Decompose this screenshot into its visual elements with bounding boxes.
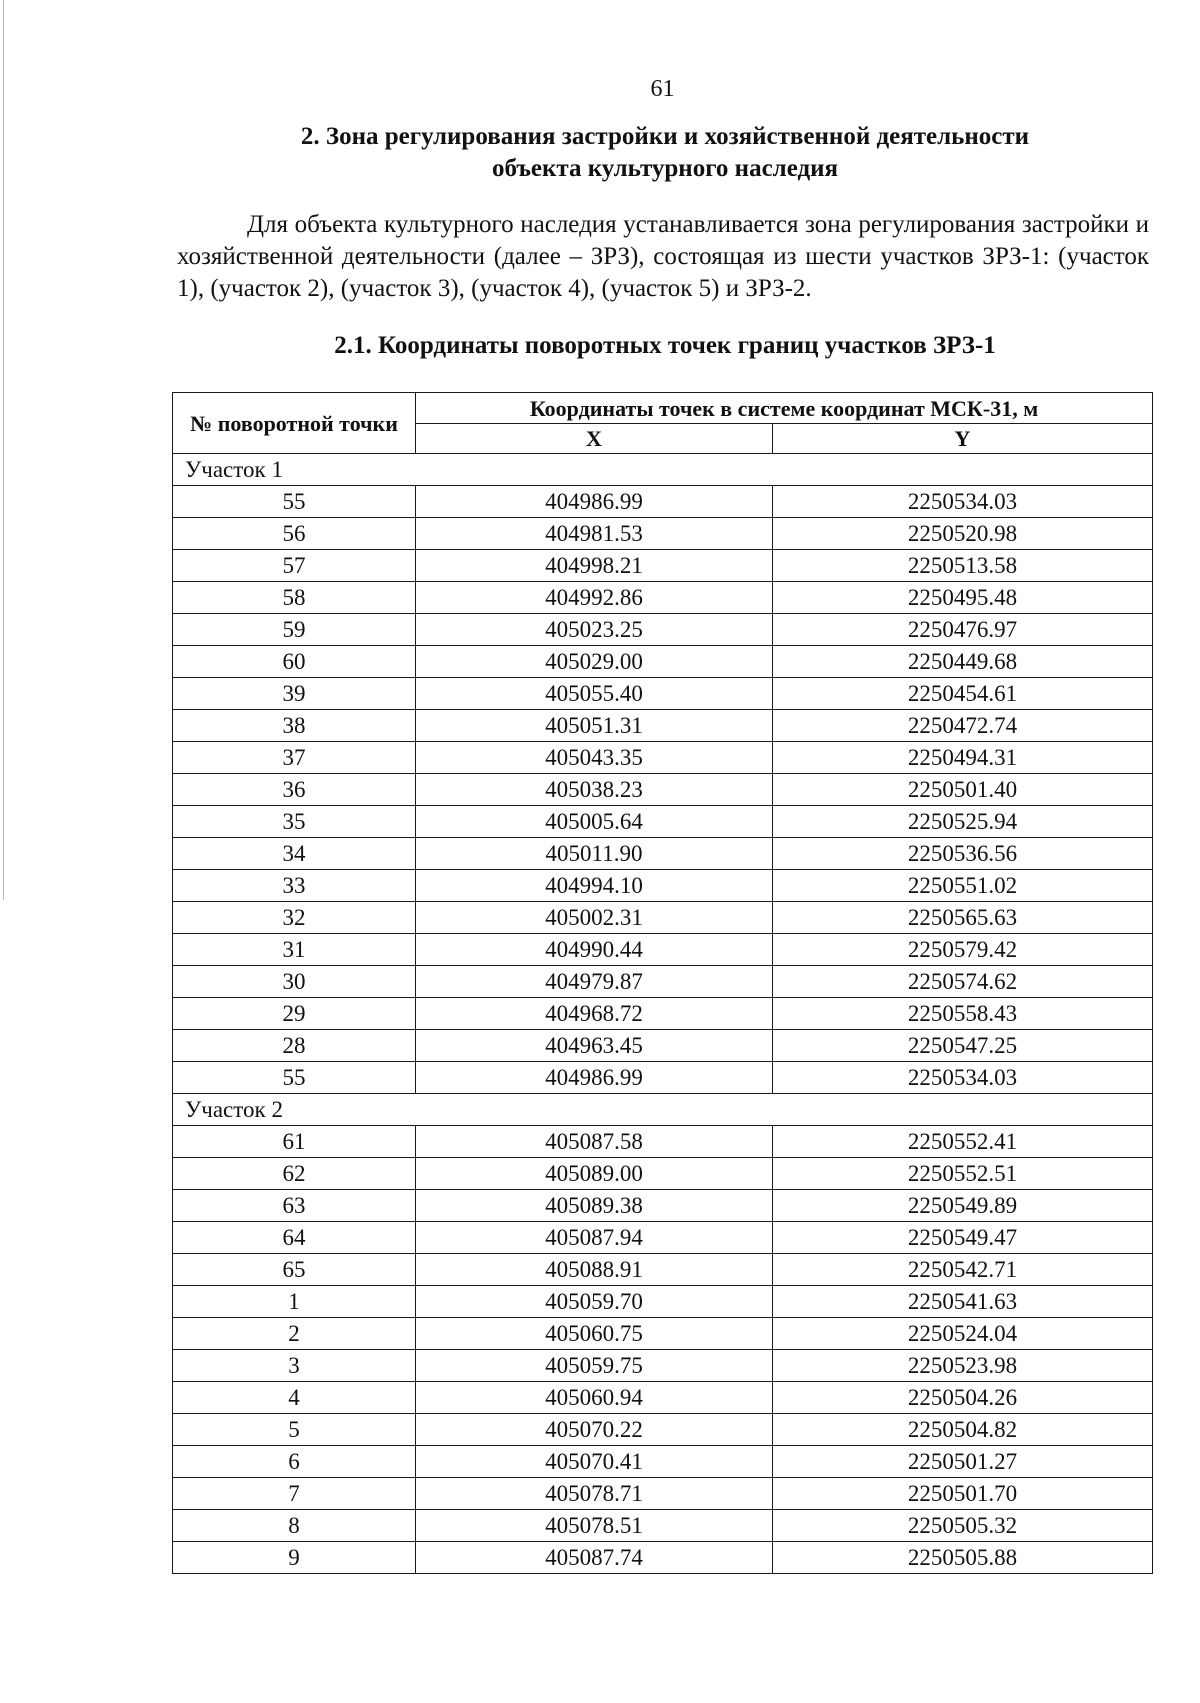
header-coordinates: Координаты точек в системе координат МСК-31, м [416,393,1153,424]
y-coordinate-cell: 2250523.98 [773,1350,1153,1382]
point-number-cell: 37 [173,742,416,774]
x-coordinate-cell: 405002.31 [416,902,773,934]
point-number-cell: 65 [173,1254,416,1286]
table-row [173,1542,1153,1574]
x-coordinate-cell: 405070.41 [416,1446,773,1478]
x-coordinate-cell: 404968.72 [416,998,773,1030]
point-number-cell: 31 [173,934,416,966]
table-row [173,486,1153,518]
table-row [173,806,1153,838]
x-coordinate-cell: 404986.99 [416,486,773,518]
x-coordinate-cell: 405078.51 [416,1510,773,1542]
y-coordinate-cell: 2250505.88 [773,1542,1153,1574]
point-number-cell: 35 [173,806,416,838]
table-row [173,1414,1153,1446]
y-coordinate-cell: 2250542.71 [773,1254,1153,1286]
table-row [173,1382,1153,1414]
subsection-title: 2.1. Координаты поворотных точек границ участков ЗРЗ-1 [334,332,996,359]
point-number-cell: 39 [173,678,416,710]
point-number-cell: 61 [173,1126,416,1158]
table-row [173,1478,1153,1510]
point-number-cell: 6 [173,1446,416,1478]
point-number-cell: 60 [173,646,416,678]
y-coordinate-cell: 2250501.40 [773,774,1153,806]
y-coordinate-cell: 2250558.43 [773,998,1153,1030]
x-coordinate-cell: 404986.99 [416,1062,773,1094]
x-coordinate-cell: 405051.31 [416,710,773,742]
point-number-cell: 1 [173,1286,416,1318]
x-coordinate-cell: 405043.35 [416,742,773,774]
x-coordinate-cell: 405088.91 [416,1254,773,1286]
table-row [173,614,1153,646]
intro-paragraph: Для объекта культурного наследия устанавливается зона регулирования застройки и хозяйственной деятельности (далее – ЗРЗ), состоящая из шести участков ЗРЗ-1: (участок 1), (участок 2), (участок 3), (участок 4), (участок 5) и ЗРЗ-2. [177,211,1149,302]
y-coordinate-cell: 2250504.82 [773,1414,1153,1446]
x-coordinate-cell: 405087.74 [416,1542,773,1574]
y-coordinate-cell: 2250449.68 [773,646,1153,678]
point-number-cell: 56 [173,518,416,550]
x-coordinate-cell: 404979.87 [416,966,773,998]
table-row [173,774,1153,806]
section-label: Участок 2 [173,1094,1153,1126]
point-number-cell: 3 [173,1350,416,1382]
table-row [173,934,1153,966]
section-title-line-2: объекта культурного наследия [491,155,839,182]
section-title-line-1: 2. Зона регулирования застройки и хозяйственной деятельности [300,123,1030,150]
x-coordinate-cell: 404994.10 [416,870,773,902]
table-row [173,1446,1153,1478]
y-coordinate-cell: 2250536.56 [773,838,1153,870]
x-coordinate-cell: 404990.44 [416,934,773,966]
table-row [173,1126,1153,1158]
x-coordinate-cell: 405078.71 [416,1478,773,1510]
table-row [173,582,1153,614]
y-coordinate-cell: 2250574.62 [773,966,1153,998]
x-coordinate-cell: 405060.75 [416,1318,773,1350]
x-coordinate-cell: 405038.23 [416,774,773,806]
x-coordinate-cell: 405055.40 [416,678,773,710]
point-number-cell: 30 [173,966,416,998]
point-number-cell: 9 [173,1542,416,1574]
point-number-cell: 59 [173,614,416,646]
y-coordinate-cell: 2250524.04 [773,1318,1153,1350]
x-coordinate-cell: 405059.75 [416,1350,773,1382]
header-point-number: № поворотной точки [173,393,416,454]
y-coordinate-cell: 2250513.58 [773,550,1153,582]
table-row [173,1318,1153,1350]
table-row [173,1030,1153,1062]
y-coordinate-cell: 2250472.74 [773,710,1153,742]
x-coordinate-cell: 405011.90 [416,838,773,870]
point-number-cell: 5 [173,1414,416,1446]
page-edge-line [3,0,4,900]
section-row [173,454,1153,486]
point-number-cell: 36 [173,774,416,806]
table-row [173,966,1153,998]
point-number-cell: 4 [173,1382,416,1414]
table-row [173,742,1153,774]
header-x: X [416,424,773,454]
y-coordinate-cell: 2250534.03 [773,486,1153,518]
y-coordinate-cell: 2250495.48 [773,582,1153,614]
x-coordinate-cell: 404992.86 [416,582,773,614]
x-coordinate-cell: 404963.45 [416,1030,773,1062]
x-coordinate-cell: 405089.38 [416,1190,773,1222]
table-row [173,998,1153,1030]
table-row [173,518,1153,550]
point-number-cell: 38 [173,710,416,742]
table-row [173,1158,1153,1190]
point-number-cell: 55 [173,1062,416,1094]
table-row [173,1062,1153,1094]
table-row [173,838,1153,870]
table-row [173,646,1153,678]
y-coordinate-cell: 2250454.61 [773,678,1153,710]
section-title [170,121,1160,185]
y-coordinate-cell: 2250504.26 [773,1382,1153,1414]
y-coordinate-cell: 2250505.32 [773,1510,1153,1542]
table-row [173,1254,1153,1286]
table-row [173,1222,1153,1254]
point-number-cell: 63 [173,1190,416,1222]
point-number-cell: 33 [173,870,416,902]
table-row [173,1286,1153,1318]
x-coordinate-cell: 405087.58 [416,1126,773,1158]
point-number-cell: 7 [173,1478,416,1510]
x-coordinate-cell: 404981.53 [416,518,773,550]
y-coordinate-cell: 2250520.98 [773,518,1153,550]
x-coordinate-cell: 405005.64 [416,806,773,838]
y-coordinate-cell: 2250549.89 [773,1190,1153,1222]
y-coordinate-cell: 2250552.51 [773,1158,1153,1190]
header-y: Y [773,424,1153,454]
table-row [173,1350,1153,1382]
y-coordinate-cell: 2250534.03 [773,1062,1153,1094]
y-coordinate-cell: 2250476.97 [773,614,1153,646]
x-coordinate-cell: 405089.00 [416,1158,773,1190]
x-coordinate-cell: 405060.94 [416,1382,773,1414]
y-coordinate-cell: 2250579.42 [773,934,1153,966]
y-coordinate-cell: 2250501.70 [773,1478,1153,1510]
table-row [173,710,1153,742]
y-coordinate-cell: 2250547.25 [773,1030,1153,1062]
page-number: 61 [650,76,675,102]
x-coordinate-cell: 405070.22 [416,1414,773,1446]
point-number-cell: 55 [173,486,416,518]
y-coordinate-cell: 2250541.63 [773,1286,1153,1318]
x-coordinate-cell: 405023.25 [416,614,773,646]
table-row [173,1510,1153,1542]
point-number-cell: 58 [173,582,416,614]
table-row [173,870,1153,902]
point-number-cell: 8 [173,1510,416,1542]
table-row [173,550,1153,582]
section-row [173,1094,1153,1126]
point-number-cell: 28 [173,1030,416,1062]
y-coordinate-cell: 2250565.63 [773,902,1153,934]
point-number-cell: 62 [173,1158,416,1190]
table-row [173,902,1153,934]
y-coordinate-cell: 2250525.94 [773,806,1153,838]
y-coordinate-cell: 2250501.27 [773,1446,1153,1478]
x-coordinate-cell: 405087.94 [416,1222,773,1254]
coordinates-table [172,392,1153,1574]
point-number-cell: 32 [173,902,416,934]
point-number-cell: 64 [173,1222,416,1254]
y-coordinate-cell: 2250494.31 [773,742,1153,774]
y-coordinate-cell: 2250549.47 [773,1222,1153,1254]
table-row [173,1190,1153,1222]
table-row [173,678,1153,710]
x-coordinate-cell: 405029.00 [416,646,773,678]
point-number-cell: 29 [173,998,416,1030]
point-number-cell: 34 [173,838,416,870]
coordinates-table-body [173,454,1153,1574]
y-coordinate-cell: 2250552.41 [773,1126,1153,1158]
point-number-cell: 57 [173,550,416,582]
section-label: Участок 1 [173,454,1153,486]
y-coordinate-cell: 2250551.02 [773,870,1153,902]
x-coordinate-cell: 404998.21 [416,550,773,582]
point-number-cell: 2 [173,1318,416,1350]
x-coordinate-cell: 405059.70 [416,1286,773,1318]
